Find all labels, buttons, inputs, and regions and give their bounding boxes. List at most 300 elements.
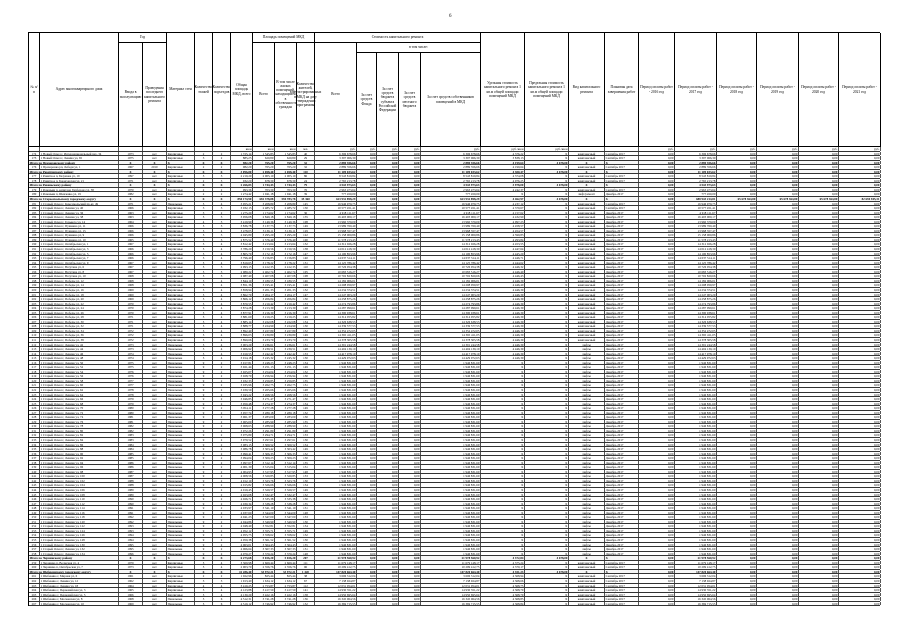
table-cell: 3 746,92 (253, 602, 275, 606)
table-cell: 5 (195, 324, 213, 328)
table-cell: комплексный (569, 242, 605, 246)
table-cell: 0,00 (639, 343, 675, 347)
table-cell: 3 361,52 (275, 538, 297, 542)
table-cell: 3 227,89 (275, 329, 297, 333)
table-cell: 0,00 (639, 520, 675, 524)
table-cell: 3 (195, 174, 213, 178)
table-cell: комплексный (569, 224, 605, 228)
table-cell: 241 (29, 474, 40, 478)
table-cell: 0,00 (357, 415, 377, 419)
table-cell: 4 678,00 (525, 170, 569, 174)
table-cell: 2 (213, 479, 231, 483)
table-cell: 1 946 831,60 (675, 538, 717, 542)
table-cell: 0,00 (399, 438, 421, 442)
table-cell: 10 702 820,66 (675, 274, 717, 278)
table-cell: 14 100 853,96 (421, 252, 481, 256)
address-cell: 1 Старый Оскол г, Ленина ул, 44 (40, 347, 119, 351)
table-cell: 0,00 (799, 288, 839, 292)
table-cell: лифты (569, 452, 605, 456)
table-cell: 1966 (119, 256, 143, 260)
table-cell: 11 578 213,43 (315, 238, 357, 242)
table-cell: 24 (297, 179, 315, 183)
table-cell: 678,30 (275, 179, 297, 183)
table-cell: нет (143, 370, 167, 374)
table-cell: 0,00 (639, 538, 675, 542)
table-cell: 1 946 831,60 (421, 479, 481, 483)
table-cell: 191 (29, 247, 40, 251)
table-cell: 1 946 831,60 (315, 511, 357, 515)
table-cell: Кирпичные (167, 329, 195, 333)
table-cell: 1 946 831,60 (315, 402, 357, 406)
table-cell: 154 (297, 524, 315, 528)
table-cell: нет (143, 420, 167, 424)
address-cell: 1 Старый Оскол г, Пушкина ул, 9 (40, 233, 119, 237)
table-cell: 0,00 (799, 279, 839, 283)
table-cell: нет (143, 356, 167, 360)
table-cell: 0,00 (377, 252, 399, 256)
table-cell: 9 (195, 493, 213, 497)
table-cell: 3 910,55 (231, 352, 253, 356)
table-cell: 178 (29, 179, 40, 183)
table-cell: 21 978 560,92 (315, 556, 357, 560)
table-cell: 3 946,85 (231, 397, 253, 401)
table-cell: X (525, 156, 569, 160)
table-cell: 0,00 (639, 297, 675, 301)
table-cell: 1 946 831,60 (675, 547, 717, 551)
table-cell: 0,00 (839, 493, 881, 497)
table-cell: 2 (213, 365, 231, 369)
table-cell: 2 (213, 502, 231, 506)
table-cell: 0,00 (799, 570, 839, 574)
table-cell: Декабрь 2017 (605, 352, 639, 356)
table-cell: 0,00 (757, 311, 799, 315)
table-cell: 1 946 831,60 (315, 424, 357, 428)
table-cell: 4 066,64 (231, 547, 253, 551)
table-cell: 148 (297, 511, 315, 515)
table-cell: X (481, 406, 525, 410)
table-cell: 4 446,39 (481, 356, 525, 360)
table-cell: 14 429 972,63 (675, 356, 717, 360)
table-cell: 4 019,45 (231, 488, 253, 492)
table-cell: 1968 (119, 274, 143, 278)
table-cell: лифты (569, 502, 605, 506)
header-entrances: Количество подъездов (213, 33, 231, 147)
header-cost-fund: За счет средств Фонда (357, 53, 377, 147)
table-cell: 4 015,82 (231, 483, 253, 487)
table-cell: 1 946 831,60 (315, 538, 357, 542)
table-cell: 1 946 831,60 (675, 452, 717, 456)
table-cell: X (213, 183, 231, 187)
table-cell: X (167, 170, 195, 174)
table-cell: 153 (297, 393, 315, 397)
table-cell: Декабрь 2017 (605, 370, 639, 374)
table-cell: 3 (213, 174, 231, 178)
table-cell: 4 376,22 (481, 152, 525, 156)
table-cell: 0,00 (357, 288, 377, 292)
table-cell: 65 678 364,80 (757, 197, 799, 201)
table-cell: Панельные (167, 347, 195, 351)
table-cell: 0,00 (357, 370, 377, 374)
address-cell: 1 Старый Оскол г, Октябрьская ул, 9 (40, 261, 119, 265)
table-cell: 200 (29, 288, 40, 292)
table-cell: 0,00 (717, 579, 757, 583)
table-cell: Панельные (167, 370, 195, 374)
table-cell: 0,00 (357, 397, 377, 401)
table-cell: 3 262,75 (275, 383, 297, 387)
table-cell: 153 (297, 474, 315, 478)
table-cell: 254 (29, 533, 40, 537)
table-cell: 0,00 (839, 302, 881, 306)
table-cell: 0,00 (357, 238, 377, 242)
table-cell: 0,00 (639, 256, 675, 260)
table-cell: 2 (213, 211, 231, 215)
table-cell: 10 702 820,66 (315, 274, 357, 278)
table-cell: 0,00 (639, 420, 675, 424)
table-cell: 253 (29, 529, 40, 533)
table-cell: 0,00 (717, 465, 757, 469)
table-cell: 2 698,40 (253, 170, 275, 174)
table-cell: X (481, 438, 525, 442)
table-cell: 1961 (119, 574, 143, 578)
table-cell: 0,00 (377, 192, 399, 196)
table-cell: 3 219,25 (275, 315, 297, 319)
table-cell: 2 (213, 520, 231, 524)
table-cell: 0,00 (399, 311, 421, 315)
table-cell: 0,00 (839, 579, 881, 583)
table-cell: 0,00 (399, 361, 421, 365)
table-cell: 0,00 (717, 479, 757, 483)
table-cell: 0,00 (717, 520, 757, 524)
table-cell: 0,00 (639, 315, 675, 319)
table-cell: 1 946 831,60 (675, 533, 717, 537)
table-cell: 0,00 (639, 497, 675, 501)
table-cell: 2 (195, 192, 213, 196)
table-cell: 9 (195, 374, 213, 378)
table-cell: 0,00 (839, 515, 881, 519)
table-cell: 1963 (119, 211, 143, 215)
table-cell: 2 889 356,66 (675, 161, 717, 165)
table-cell: Панельные (167, 456, 195, 460)
table-cell: 267 (29, 602, 40, 606)
table-cell: 4 (213, 356, 231, 360)
table-cell: 216 (29, 361, 40, 365)
table-cell: нет (143, 470, 167, 474)
table-cell: Панельные (167, 515, 195, 519)
table-cell: 4 (213, 242, 231, 246)
table-cell: 0,00 (639, 233, 675, 237)
table-cell: X (525, 479, 569, 483)
table-cell: 4 446,39 (481, 343, 525, 347)
table-cell: 0,00 (357, 570, 377, 574)
table-cell: 3 136,11 (275, 229, 297, 233)
table-cell: X (525, 315, 569, 319)
table-cell: 3 297,61 (253, 438, 275, 442)
table-cell: Кирпичные (167, 574, 195, 578)
table-cell: 0,00 (717, 224, 757, 228)
table-cell: 259 (29, 561, 40, 565)
table-cell: 244 (29, 488, 40, 492)
table-cell: комплексный (569, 315, 605, 319)
table-cell: 1 946 831,60 (315, 433, 357, 437)
table-cell: 3 306,33 (275, 452, 297, 456)
table-cell: X (525, 593, 569, 597)
table-cell: 4 (213, 588, 231, 592)
address-cell: 1 Старый Оскол г, Победы ул, 20 (40, 297, 119, 301)
table-cell: 9 (195, 470, 213, 474)
table-cell: 0,00 (799, 361, 839, 365)
table-cell: Панельные (167, 502, 195, 506)
table-cell: 3 178,22 (275, 261, 297, 265)
table-cell: 0,00 (377, 593, 399, 597)
table-cell: нет (143, 597, 167, 601)
table-cell: нет (143, 593, 167, 597)
table-cell: 0,00 (799, 265, 839, 269)
table-cell: лифты (569, 524, 605, 528)
table-cell: 4 (213, 333, 231, 337)
table-cell: 0,00 (399, 402, 421, 406)
table-cell: комплексный (569, 261, 605, 265)
table-cell: нет (143, 242, 167, 246)
table-cell: 0,00 (399, 247, 421, 251)
table-cell: 3 410,25 (231, 584, 253, 588)
table-cell: 3 329,57 (275, 488, 297, 492)
table-cell: 0,00 (839, 502, 881, 506)
table-cell: 0,00 (839, 347, 881, 351)
table-cell: 0,00 (377, 561, 399, 565)
table-cell: 0,00 (399, 297, 421, 301)
table-cell: 0,00 (357, 452, 377, 456)
table-cell: 0,00 (377, 461, 399, 465)
address-cell: 1 Старый Оскол г, Победы ул, 34 (40, 329, 119, 333)
table-cell: 1986 (119, 461, 143, 465)
table-cell: 3 939,59 (231, 388, 253, 392)
table-cell: 3 242,42 (253, 352, 275, 356)
table-cell: 0,00 (757, 461, 799, 465)
table-cell: 0,00 (357, 529, 377, 533)
table-cell: 3 189,55 (253, 279, 275, 283)
table-cell: 0,00 (357, 338, 377, 342)
table-cell: 5 (195, 315, 213, 319)
table-cell: 1 634,12 (275, 579, 297, 583)
table-cell: нет (143, 293, 167, 297)
table-cell: 3 323,76 (275, 479, 297, 483)
table-cell: 0,00 (839, 161, 881, 165)
table-cell: 0,00 (357, 265, 377, 269)
table-cell: Панельные (167, 383, 195, 387)
table-cell: лифты (569, 379, 605, 383)
table-cell: лифты (569, 388, 605, 392)
table-cell: 0,00 (839, 320, 881, 324)
table-cell: Декабрь 2017 (605, 283, 639, 287)
table-cell: Декабрь 2017 (605, 515, 639, 519)
table-cell: 1 946 831,60 (675, 411, 717, 415)
table-cell: 1966 (119, 233, 143, 237)
table-cell: 2 (213, 497, 231, 501)
table-cell: 5 (195, 279, 213, 283)
table-cell: кв.м (275, 147, 297, 151)
table-cell: X (525, 329, 569, 333)
table-cell: 0,00 (639, 602, 675, 606)
table-cell: 1 946 831,60 (421, 379, 481, 383)
table-cell: 4 (213, 338, 231, 342)
table-cell: нет (143, 338, 167, 342)
table-cell: 0,00 (717, 602, 757, 606)
table-cell: 1979 (119, 561, 143, 565)
table-cell: 1 946 831,60 (421, 411, 481, 415)
table-cell: X (525, 543, 569, 547)
table-cell: 1964 (119, 220, 143, 224)
table-cell: Декабрь 2017 (605, 461, 639, 465)
address-cell: 1 Старый Оскол г, Ленина ул, 36 (40, 211, 119, 215)
table-cell: 11 679 148,17 (675, 561, 717, 565)
address-cell: 1 Старый Оскол г, Ленина ул, 112 (40, 502, 119, 506)
table-cell: комплексный (569, 565, 605, 569)
address-cell: 1 Старый Оскол г, Ленина ул, 66 (40, 397, 119, 401)
table-cell: 3 259,85 (253, 379, 275, 383)
table-cell: Панельные (167, 393, 195, 397)
table-cell: 0,00 (839, 529, 881, 533)
table-cell: 3 (195, 211, 213, 215)
table-cell: 3 (195, 579, 213, 583)
table-cell: 0,00 (357, 388, 377, 392)
table-cell: 1973 (119, 347, 143, 351)
table-cell: 0,00 (377, 347, 399, 351)
table-cell: 0,00 (757, 470, 799, 474)
table-cell: 9 (195, 520, 213, 524)
table-cell: 2 765 213,78 (421, 179, 481, 183)
table-cell: 0,00 (357, 170, 377, 174)
table-cell: 14 247 003,29 (421, 293, 481, 297)
table-cell: 0,00 (757, 274, 799, 278)
address-cell: Итого по Старооскольскому городскому округу (29, 197, 119, 201)
table-cell: X (569, 183, 605, 187)
table-cell: нет (143, 320, 167, 324)
table-cell: 0,00 (717, 247, 757, 251)
table-cell: 2 889 356,66 (315, 161, 357, 165)
table-cell: 1 634,12 (253, 579, 275, 583)
table-cell: 154 (297, 361, 315, 365)
table-cell: X (525, 188, 569, 192)
table-cell: 0,00 (639, 211, 675, 215)
table-cell: 180 (29, 192, 40, 196)
table-cell: 0,00 (717, 233, 757, 237)
table-cell: 3 862,70 (231, 293, 253, 297)
table-cell: 3 222,08 (275, 320, 297, 324)
table-cell: X (525, 452, 569, 456)
table-cell: X (525, 447, 569, 451)
table-cell: Декабрь 2017 (605, 224, 639, 228)
table-cell: 0,00 (377, 211, 399, 215)
table-cell: 4 (213, 297, 231, 301)
table-cell: 1 946 831,60 (421, 511, 481, 515)
table-cell: 0,00 (377, 393, 399, 397)
table-cell: 0,00 (357, 424, 377, 428)
table-cell: 0,00 (357, 574, 377, 578)
table-cell: нет (143, 274, 167, 278)
table-cell: 9 (195, 452, 213, 456)
table-cell: 0,00 (639, 329, 675, 333)
table-cell: 220 (29, 379, 40, 383)
table-cell: 0,00 (377, 552, 399, 556)
table-cell: 2 (213, 424, 231, 428)
table-cell: 0,00 (639, 152, 675, 156)
table-cell: 2 356,76 (275, 565, 297, 569)
table-cell: 3 957,74 (231, 411, 253, 415)
table-cell: Декабрь 2017 (605, 347, 639, 351)
table-cell: Сентябрь 2017 (605, 574, 639, 578)
table-cell: 147 (297, 293, 315, 297)
table-cell: 3 283,09 (275, 415, 297, 419)
table-cell: 0,00 (839, 497, 881, 501)
table-cell: X (481, 515, 525, 519)
table-cell: 0,00 (377, 397, 399, 401)
table-cell: 1 946 831,60 (675, 397, 717, 401)
table-cell: 190 (29, 242, 40, 246)
table-cell: лифты (569, 543, 605, 547)
table-cell: 0,00 (799, 602, 839, 606)
address-cell: 1 Старый Оскол г, Ленина ул, 100 (40, 474, 119, 478)
table-cell: лифты (569, 456, 605, 460)
table-cell: 5 (195, 593, 213, 597)
table-cell: X (481, 470, 525, 474)
table-cell: 0,00 (757, 347, 799, 351)
header-material: Материал стен (167, 33, 195, 147)
table-cell: 130 (297, 206, 315, 210)
table-cell: Панельные (167, 443, 195, 447)
table-cell: 0,00 (639, 161, 675, 165)
table-cell: 14 287 999,61 (315, 306, 357, 310)
table-cell: X (195, 556, 213, 560)
table-cell: 0,00 (717, 256, 757, 260)
table-cell: 0,00 (399, 315, 421, 319)
table-cell: 0,00 (839, 361, 881, 365)
address-cell: 1 Старый Оскол г, Ленина ул, 124 (40, 529, 119, 533)
address-cell: 1 Новый Оскол г, Интернациональный пер, 34 (40, 152, 119, 156)
table-cell: 0,00 (799, 597, 839, 601)
table-cell: 151 (297, 261, 315, 265)
table-cell: комплексный (569, 302, 605, 306)
table-cell: 0,00 (839, 252, 881, 256)
table-cell: 226 (29, 406, 40, 410)
table-cell: 0,00 (399, 302, 421, 306)
table-cell: 129 (297, 229, 315, 233)
table-cell: 0,00 (839, 547, 881, 551)
table-row (29, 602, 880, 607)
table-cell: 65 678 364,80 (799, 197, 839, 201)
table-cell: 228 (29, 415, 40, 419)
table-cell: 0,00 (757, 338, 799, 342)
table-cell: Панельные (167, 374, 195, 378)
table-cell: X (481, 533, 525, 537)
table-cell: 0,00 (757, 474, 799, 478)
table-cell: Декабрь 2017 (605, 506, 639, 510)
table-cell: 0,00 (757, 543, 799, 547)
table-cell: 1 545,83 (253, 152, 275, 156)
address-cell: 1 Старый Оскол г, Ленина ул, 60 (40, 383, 119, 387)
address-cell: 1 Старый Оскол г, Ленина ул, 106 (40, 488, 119, 492)
table-cell: 1993 (119, 524, 143, 528)
table-cell: 0,00 (639, 379, 675, 383)
address-cell: 1 Старый Оскол г, Ленина ул, 126 (40, 533, 119, 537)
table-cell: 2 (213, 411, 231, 415)
table-cell: 1 946 831,60 (315, 552, 357, 556)
table-cell: 0,00 (377, 343, 399, 347)
table-cell: 3 320,85 (275, 474, 297, 478)
table-cell: 181 (29, 202, 40, 206)
table-cell: Кирпичные (167, 215, 195, 219)
table-cell: Декабрь 2017 (605, 502, 639, 506)
table-cell: 0,00 (839, 456, 881, 460)
